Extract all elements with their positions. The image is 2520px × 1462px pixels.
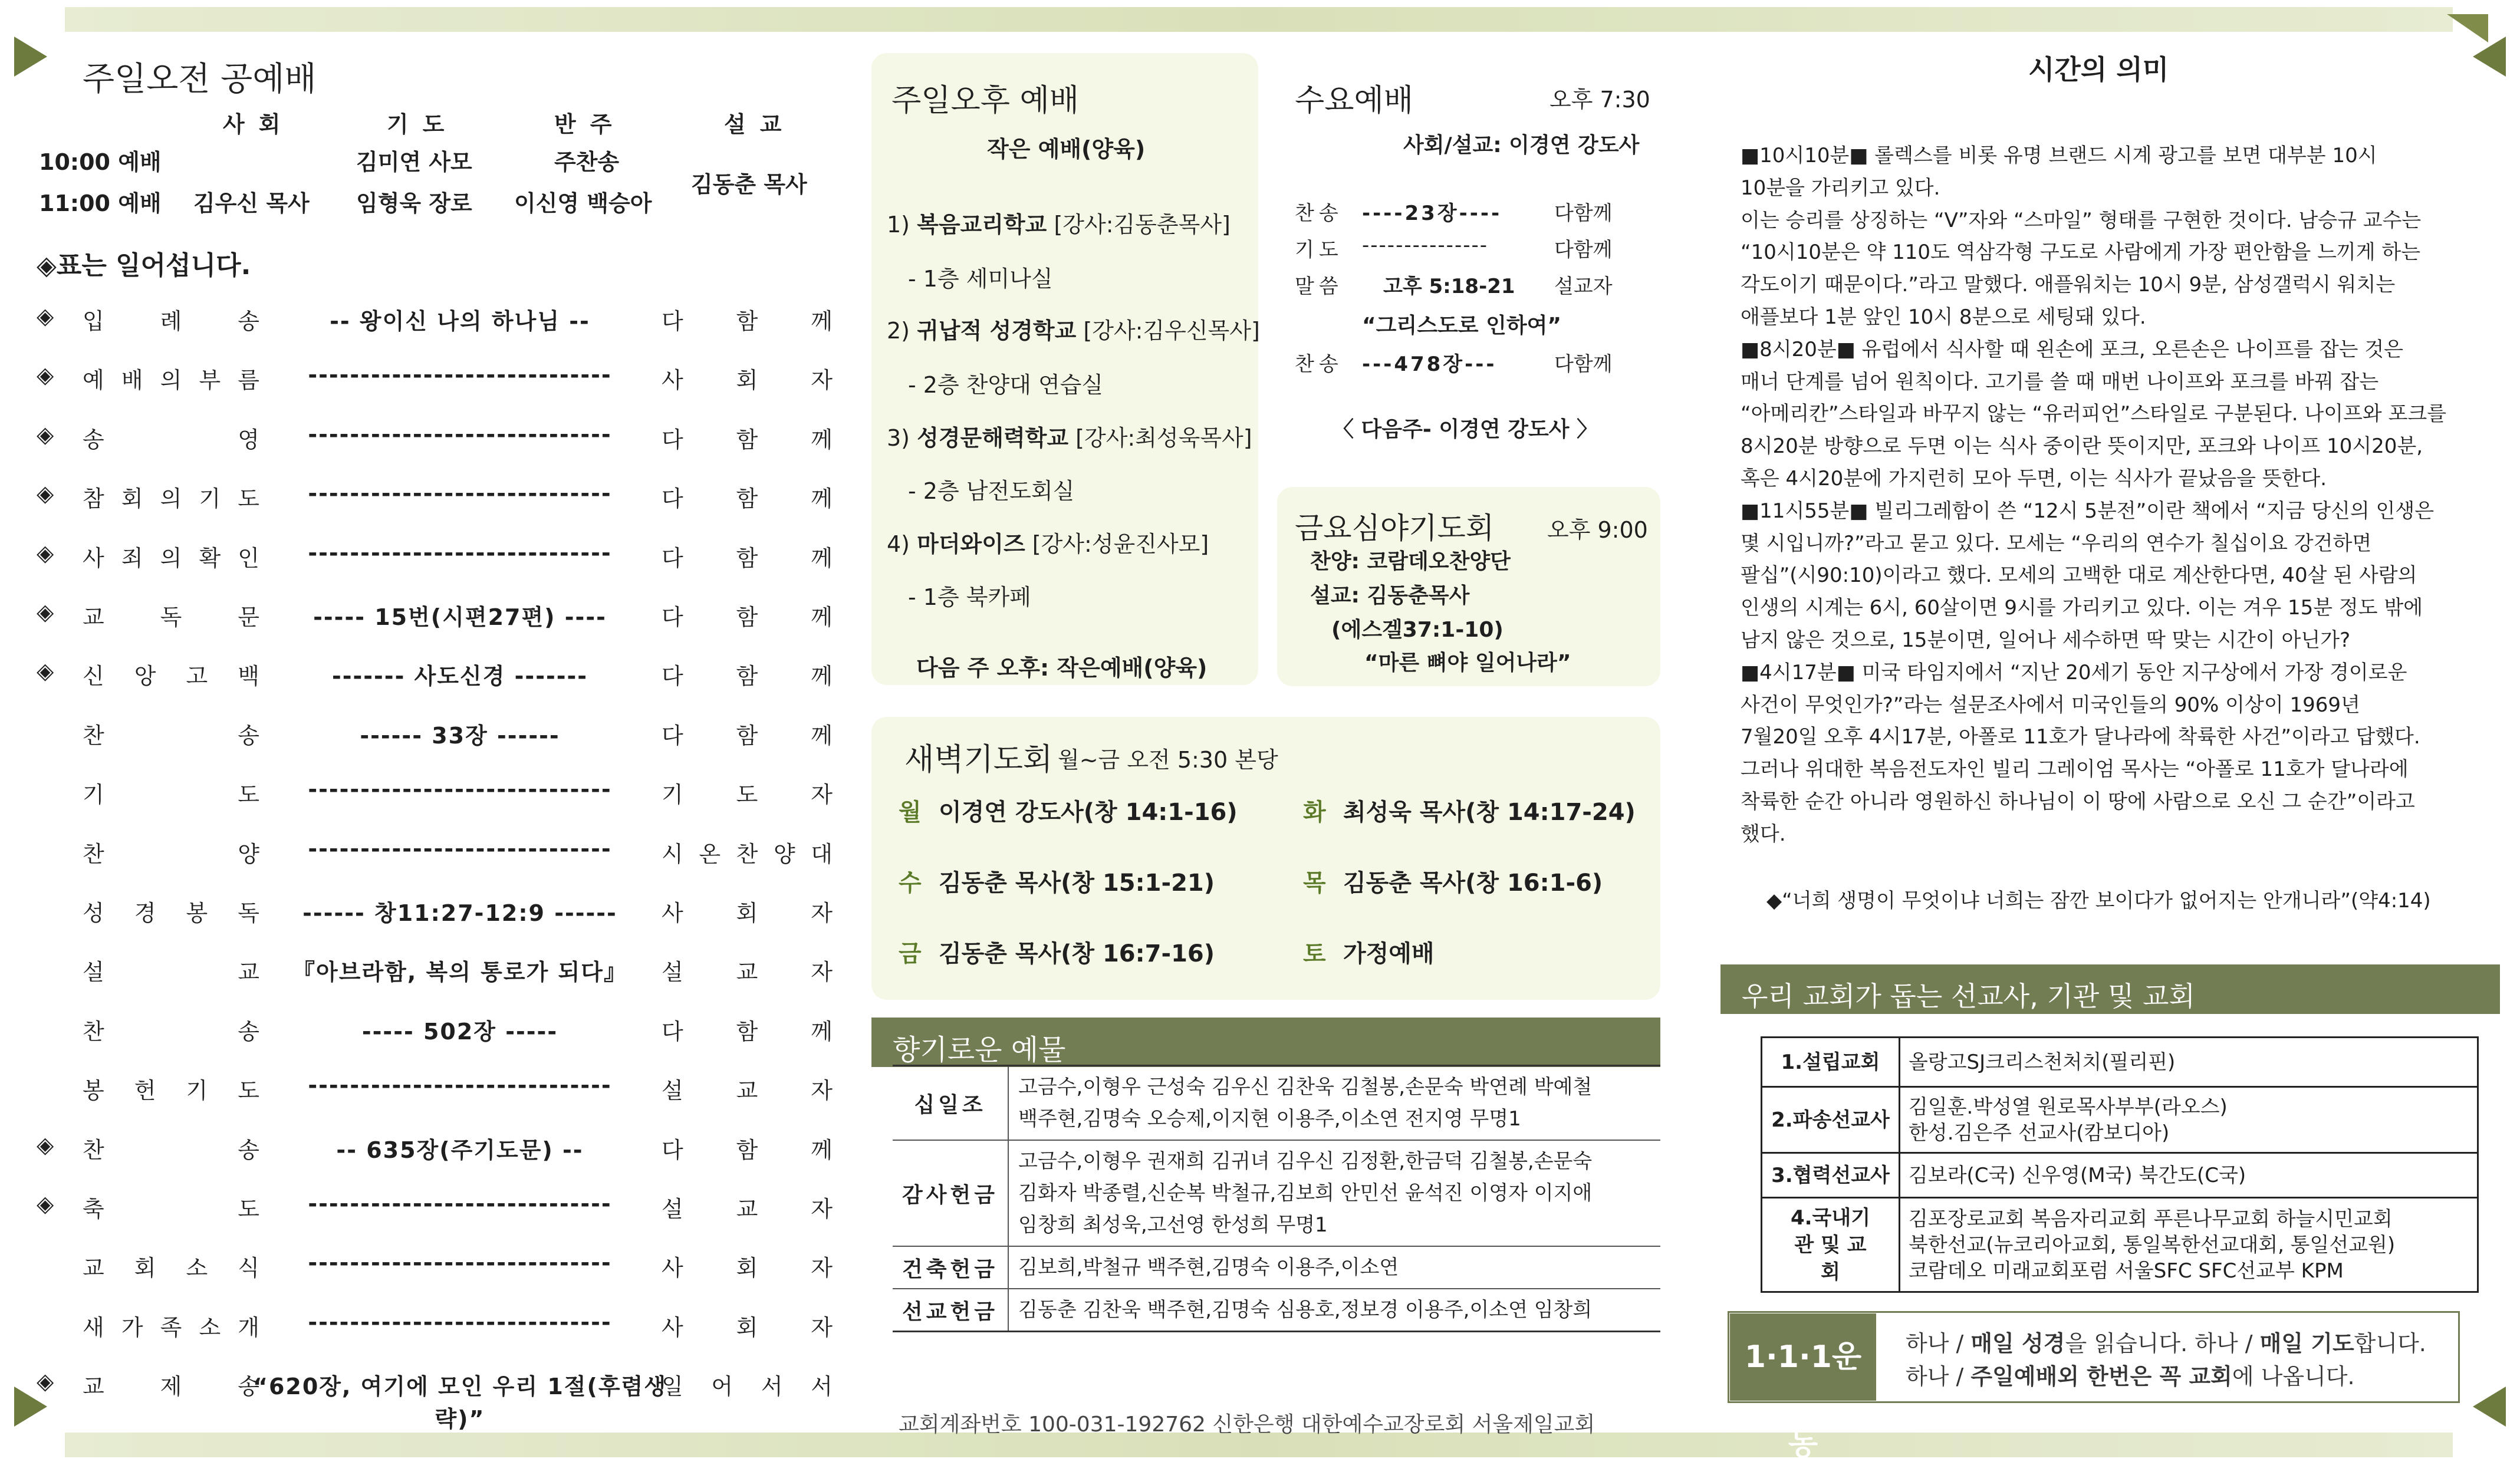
order-row [37,1366,833,1433]
article-line: ■8시20분■ 유럽에서 식사할 때 왼손에 포크, 오른손은 나이프를 잡는 것은 [1741,337,2404,361]
mission-line: 김일훈.박성열 원로목사부부(라오스) [1909,1095,2228,1119]
order-item-leader: 다 함 께 [662,1018,833,1045]
offering-value [1008,1289,1660,1332]
offering-label: 건축헌금 [893,1246,1008,1289]
movement-emphasis: 매일 성경 [1970,1331,2065,1356]
table-row [893,1066,1660,1141]
standing-notice: ◈표는 일어섭니다. [37,251,251,281]
mission-line: 김포장로교회 복음자리교회 푸른나무교회 하늘시민교회 [1909,1207,2393,1231]
church-account-footer: 교회계좌번호 100-031-192762 신한은행 대한예수교장로회 서울제일교회 [899,1412,1595,1437]
mission-line: 코람데오 미래교회포럼 서울SFC SFC선교부 KPM [1909,1259,2344,1283]
friday-sermon: 설교: 김동춘목사 [1310,584,1470,608]
class-teacher: [강사:성윤진사모] [1032,531,1209,557]
service2-prayer: 임형욱 장로 [356,190,472,216]
friday-time: 오후 9:00 [1547,517,1648,543]
mission-line: 한성.김은주 선교사(캄보디아) [1909,1121,2170,1145]
order-row [37,834,833,869]
order-mark-icon: ◈ [37,539,54,566]
article-line: 10분을 가리키고 있다. [1741,176,1940,200]
order-item-detail: ----- 502장 ----- [361,1018,558,1045]
order-item-leader: 기 도 자 [662,782,833,808]
dawn-day-label: 월 [899,799,922,826]
mission-label: 1.설립교회 [1762,1038,1900,1087]
wed-row-mid: ----23장---- [1362,202,1502,225]
class-place: - 1층 북카페 [908,584,1031,610]
friday-sermon-title: “마른 뼈야 일어나라” [1364,651,1571,675]
class-place: - 2층 남전도회실 [908,478,1075,504]
movement-label: 1·1·1운동 [1730,1313,1876,1401]
article-line: 인생의 시계는 6시, 60살이면 9시를 가리키고 있다. 이는 겨우 15분 정도 밖에 [1741,596,2423,620]
wed-row-who: 다함께 [1554,238,1613,262]
offering-value [1008,1246,1660,1289]
afternoon-subtitle: 작은 예배(양육) [987,136,1146,162]
order-row [37,1188,833,1224]
friday-reference: (에스겔37:1-10) [1331,618,1504,642]
wed-row-who: 다함께 [1554,202,1613,225]
order-row [37,597,833,632]
table-row [893,1289,1660,1332]
order-item-name: 찬 송 [83,1137,259,1163]
article-line: 애플보다 1분 앞인 10시 8분으로 세팅돼 있다. [1741,305,2146,329]
order-mark-icon: ◈ [37,599,54,625]
mission-line: 북한선교(뉴코리아교회, 통일복한선교대회, 통일선교원) [1909,1233,2396,1257]
class-item [887,420,1252,452]
dawn-prayer-title: 새벽기도회 [904,742,1053,778]
order-item-leader: 다 함 께 [662,426,833,453]
mission-line: 김보라(C국) 신우영(M국) 북간도(C국) [1909,1163,2246,1187]
afternoon-next: 다음 주 오후: 작은예배(양육) [916,655,1208,681]
class-num: 3) [887,425,910,451]
order-item-name: 봉 헌 기 도 [83,1078,259,1104]
dawn-day-text: 김동춘 목사(창 16:1-6) [1343,870,1603,897]
order-item-leader: 다 함 께 [662,308,833,334]
offering-line: 고금수,이형우 권재희 김귀녀 김우신 김정환,한금덕 김철봉,손문숙 [1018,1150,1593,1173]
offering-line: 김동춘 김찬욱 백주현,김명숙 심용호,정보경 이용주,이소연 임창희 [1018,1298,1593,1322]
wed-row-mid: --------------- [1362,233,1489,257]
service1-prayer: 김미연 사모 [356,149,472,175]
movement-line-2 [1906,1358,2355,1391]
dawn-day-label: 토 [1303,940,1326,967]
dawn-day-text: 김동춘 목사(창 15:1-21) [939,870,1215,897]
order-row [37,1130,833,1165]
order-mark-icon: ◈ [37,362,54,388]
order-mark-icon: ◈ [37,1368,54,1395]
header-preacher: 설교 [724,111,796,137]
order-item-detail: ----------------------------- [308,1250,612,1276]
order-item-name: 교 독 문 [83,604,259,630]
class-item [887,312,1260,345]
article-line: 매너 단계를 넘어 원칙이다. 고기를 쓸 때 매번 나이프와 포크를 바꿔 잡는 [1741,370,2379,394]
wednesday-service-title: 수요예배 [1295,83,1413,118]
wed-row-who: 설교자 [1554,275,1613,298]
article-line: 했다. [1741,822,1786,846]
wednesday-sermon: “그리스도로 인하여” [1362,314,1562,338]
order-item-name: 교 회 소 식 [83,1255,259,1282]
order-row [37,1247,833,1283]
corner-triangle-icon [2447,14,2488,42]
class-num: 4) [887,531,910,557]
order-row [37,538,833,573]
article-line: ■4시17분■ 미국 타임지에서 “지난 20세기 동안 지구상에서 가장 경이로운 [1741,660,2407,684]
order-item-name: 설 교 [83,959,259,986]
order-item-name: 사 죄 의 확 인 [83,545,259,571]
mission-value [1900,1038,2478,1087]
order-item-detail: -- 635장(주기도문) -- [336,1137,584,1163]
order-row [37,656,833,691]
article-line: ■11시55분■ 빌리그레함이 쓴 “12시 5분전”이란 책에서 “지금 당신의 인생은 [1741,499,2435,523]
order-item-name: 새 가 족 소 개 [83,1314,259,1341]
class-teacher: [강사:김우신목사] [1083,318,1260,344]
class-name: 귀납적 성경학교 [917,318,1077,344]
article-line: 사건이 무엇인가?”라는 설문조사에서 미국인들의 90% 이상이 1969년 [1741,693,2360,717]
order-row [37,301,833,336]
order-item-leader: 사 회 자 [662,900,833,926]
missions-table [1761,1036,2479,1293]
class-place: - 1층 세미나실 [908,266,1053,292]
order-item-name: 축 도 [83,1196,259,1222]
movement-text: 하나 / [1906,1331,1971,1356]
article-line: 이는 승리를 상징하는 “V”자와 “스마일” 형태를 구현한 것이다. 남승규 교수는 [1741,208,2422,232]
order-item-leader: 다 함 께 [662,545,833,571]
class-item [887,206,1231,239]
order-item-name: 참 회 의 기 도 [83,486,259,512]
order-row [37,1011,833,1046]
order-item-leader: 다 함 께 [662,722,833,749]
bible-quote: ◆“너희 생명이 무엇이냐 너희는 잠깐 보이다가 없어지는 안개니라”(약4:14) [1766,889,2431,913]
table-row [893,1140,1660,1246]
top-decorative-band [65,7,2453,32]
order-item-detail: ----------------------------- [308,362,612,388]
offering-label: 십일조 [893,1066,1008,1141]
order-item-detail: ----------------------------- [308,421,612,447]
order-item-leader: 다 함 께 [662,486,833,512]
service1-time: 10:00 예배 [39,149,162,175]
order-mark-icon: ◈ [37,303,54,329]
offering-line: 백주현,김명숙 오승제,이지현 이용주,이소연 전지영 무명1 [1018,1107,1521,1131]
table-row [1762,1198,2478,1292]
order-item-name: 예 배 의 부 름 [83,367,259,394]
meaning-of-time-title: 시간의 의미 [2028,54,2169,85]
mission-line: 올랑고SJ크리스천처치(필리핀) [1909,1050,2176,1074]
service1-accompanist: 주찬송 [554,149,620,175]
wed-row-label: 말씀 [1295,275,1343,298]
order-mark-icon: ◈ [37,1131,54,1158]
wed-row-label: 기도 [1295,238,1343,262]
offering-table [893,1065,1660,1332]
order-item-name: 송 영 [83,426,259,453]
movement-text: 에 나옵니다. [2232,1364,2355,1389]
class-teacher: [강사:김동춘목사] [1054,212,1231,238]
order-row [37,360,833,395]
order-item-leader: 설 교 자 [662,959,833,986]
order-item-detail: ----------------------------- [308,539,612,566]
order-item-detail: ----------------------------- [308,835,612,862]
class-place: - 2층 찬양대 연습실 [908,372,1104,398]
order-row [37,1307,833,1342]
order-item-leader: 설 교 자 [662,1196,833,1222]
order-item-detail: ----- 15번(시편27편) ---- [313,604,607,630]
preacher-name: 김동춘 목사 [691,172,807,197]
order-item-detail: -- 왕이신 나의 하나님 -- [330,308,590,334]
order-row [37,1070,833,1105]
order-item-name: 성 경 봉 독 [83,900,259,926]
header-leader: 사회 [223,111,295,137]
class-name: 성경문해력학교 [917,425,1069,451]
order-item-leader: 다 함 께 [662,1137,833,1163]
order-row [37,419,833,455]
class-num: 2) [887,318,910,344]
order-item-detail: ----------------------------- [308,1191,612,1217]
order-item-leader: 사 회 자 [662,1255,833,1282]
order-item-name: 찬 송 [83,1018,259,1045]
dawn-day-label: 금 [899,940,922,967]
offering-title: 향기로운 예물 [893,1033,1066,1066]
order-item-leader: 사 회 자 [662,367,833,394]
table-row [893,1246,1660,1289]
dawn-day-text: 가정예배 [1343,940,1435,967]
article-line: 남지 않은 것으로, 15분이면, 일어나 세수하면 딱 맞는 시간이 아닌가? [1741,628,2351,652]
order-item-detail: ------ 33장 ------ [360,722,560,749]
mission-label: 2.파송선교사 [1762,1087,1900,1153]
order-item-detail: ------- 사도신경 ------- [331,663,588,690]
class-item [887,526,1209,558]
order-item-detail: ----------------------------- [308,1072,612,1099]
header-prayer: 기도 [387,111,459,137]
wednesday-next: 〈 다음주- 이경연 강도사 〉 [1333,417,1598,442]
friday-praise: 찬양: 코람데오찬양단 [1310,549,1511,574]
table-row [1762,1153,2478,1198]
order-row [37,715,833,750]
article-line: ■10시10분■ 롤렉스를 비롯 유명 브랜드 시계 광고를 보면 대부분 10시 [1741,144,2377,167]
mission-value [1900,1198,2478,1292]
wed-row-label: 찬송 [1295,353,1343,376]
article-line: “10시10분은 약 110도 역삼각형 구도로 사람에게 가장 편안함을 느끼게 하는 [1741,241,2421,265]
dawn-day-label: 목 [1303,870,1326,897]
movement-text: 하나 / [1906,1364,1971,1389]
article-line: “아메리칸”스타일과 바꾸지 않는 “유러피언”스타일로 구분된다. 나이프와 포크를 [1741,402,2447,426]
order-item-leader: 시 온 찬 양 대 [662,841,833,867]
dawn-day-text: 김동춘 목사(창 16:7-16) [939,940,1215,967]
order-row [37,774,833,809]
order-item-detail: ----------------------------- [308,1309,612,1335]
movement-text: 합니다. [2354,1331,2426,1356]
article-line: 7월20일 오후 4시17분, 아폴로 11호가 달나라에 착륙한 사건”이라고 답했다. [1741,725,2420,749]
offering-line: 김보희,박철규 백주현,김명숙 이용주,이소연 [1018,1256,1399,1279]
friday-prayer-title: 금요심야기도회 [1295,511,1495,545]
class-name: 마더와이즈 [917,531,1025,557]
wed-row-mid: 고후 5:18-21 [1383,275,1515,298]
article-line: 그러나 위대한 복음전도자인 빌리 그레이엄 목사는 “아폴로 11호가 달나라에 [1741,758,2409,782]
service2-time: 11:00 예배 [39,190,162,216]
wednesday-time: 오후 7:30 [1549,87,1650,113]
order-item-leader: 다 함 께 [662,663,833,690]
mission-label: 3.협력선교사 [1762,1153,1900,1198]
order-item-leader: 설 교 자 [662,1078,833,1104]
wed-row-who: 다함께 [1554,353,1613,376]
article-line: 착륙한 순간 아니라 영원하신 하나님이 이 땅에 사람으로 오신 그 순간”이라고 [1741,790,2415,814]
order-item-name: 찬 송 [83,722,259,749]
dawn-day-label: 화 [1303,799,1326,826]
service2-accompanist: 이신영 백승아 [514,190,652,216]
order-item-name: 신 앙 고 백 [83,663,259,690]
order-item-name: 입 례 송 [83,308,259,334]
mission-value [1900,1087,2478,1153]
offering-line: 임창희 최성욱,고선영 한성희 무명1 [1018,1213,1328,1237]
morning-service-title: 주일오전 공예배 [83,60,317,98]
order-item-detail: ------ 창11:27-12:9 ------ [302,900,617,926]
offering-label: 선교헌금 [893,1289,1008,1332]
article-line: 혹은 4시20분에 가지런히 모아 두면, 이는 식사가 끝났음을 뜻한다. [1741,467,2327,490]
dawn-day-text: 이경연 강도사(창 14:1-16) [939,799,1238,826]
movement-line-1 [1906,1325,2426,1358]
order-row [37,478,833,513]
dawn-day-label: 수 [899,870,922,897]
order-item-name: 기 도 [83,782,259,808]
table-row [1762,1087,2478,1153]
service2-leader: 김우신 목사 [193,190,310,216]
order-mark-icon: ◈ [37,421,54,447]
article-line: 8시20분 방향으로 두면 이는 식사 중이란 뜻이지만, 포크와 나이프 10시20분, [1741,434,2423,459]
mission-value [1900,1153,2478,1198]
wed-row-mid: ---478장--- [1362,353,1497,376]
article-line: 각도이기 때문이다.”라고 말했다. 애플워치는 10시 9분, 삼성갤럭시 워치는 [1741,273,2396,297]
movement-emphasis: 매일 기도 [2259,1331,2354,1356]
offering-value [1008,1066,1660,1141]
class-teacher: [강사:최성욱목사] [1075,425,1252,451]
offering-line: 김화자 박종렬,신순복 박철규,김보희 안민선 윤석진 이영자 이지애 [1018,1181,1593,1205]
header-accompanist: 반주 [554,111,626,137]
order-row [37,951,833,987]
movement-emphasis: 주일예배외 한번은 꼭 교회 [1970,1364,2232,1389]
missions-header [1720,964,2500,1014]
dawn-time: 월~금 오전 5:30 본당 [1058,747,1278,773]
missions-title: 우리 교회가 돕는 선교사, 기관 및 교회 [1742,980,2195,1012]
offering-header [871,1018,1660,1067]
corner-arrow-icon [14,37,47,77]
corner-arrow-icon [2473,1387,2506,1427]
order-mark-icon: ◈ [37,658,54,684]
order-item-leader: 일 어 서 서 [662,1374,833,1400]
order-row [37,893,833,928]
order-item-detail: ----------------------------- [308,776,612,803]
corner-arrow-icon [2473,37,2506,77]
wednesday-leader: 사회/설교: 이경연 강도사 [1403,133,1640,157]
class-name: 복음교리학교 [917,212,1047,238]
order-mark-icon: ◈ [37,1191,54,1217]
offering-label: 감사헌금 [893,1140,1008,1246]
article-line: 몇 시입니까?”라고 묻고 있다. 모세는 “우리의 연수가 칠십이요 강건하면 [1741,531,2372,555]
class-num: 1) [887,212,910,238]
order-item-leader: 다 함 께 [662,604,833,630]
order-item-detail: “620장, 여기에 모인 우리 1절(후렴생략)” [253,1374,667,1433]
wed-row-label: 찬송 [1295,202,1343,225]
offering-line: 고금수,이형우 근성숙 김우신 김찬욱 김철봉,손문숙 박연례 박예철 [1018,1075,1593,1099]
order-item-name: 교 제 송 [83,1374,259,1400]
offering-value [1008,1140,1660,1246]
movement-text: 을 읽습니다. 하나 / [2065,1331,2260,1356]
dawn-day-text: 최성욱 목사(창 14:17-24) [1343,799,1636,826]
mission-label: 4.국내기관 및 교회 [1762,1198,1900,1292]
order-item-detail: 『아브라함, 복의 통로가 되다』 [292,959,627,986]
afternoon-service-title: 주일오후 예배 [891,83,1079,118]
article-line: 팔십”(시90:10)이라고 했다. 모세의 고백한 대로 계산한다면, 40살 된 사람의 [1741,564,2417,588]
table-row [1762,1038,2478,1087]
order-mark-icon: ◈ [37,480,54,507]
order-item-name: 찬 양 [83,841,259,867]
order-item-detail: ----------------------------- [308,480,612,507]
order-item-leader: 사 회 자 [662,1314,833,1341]
